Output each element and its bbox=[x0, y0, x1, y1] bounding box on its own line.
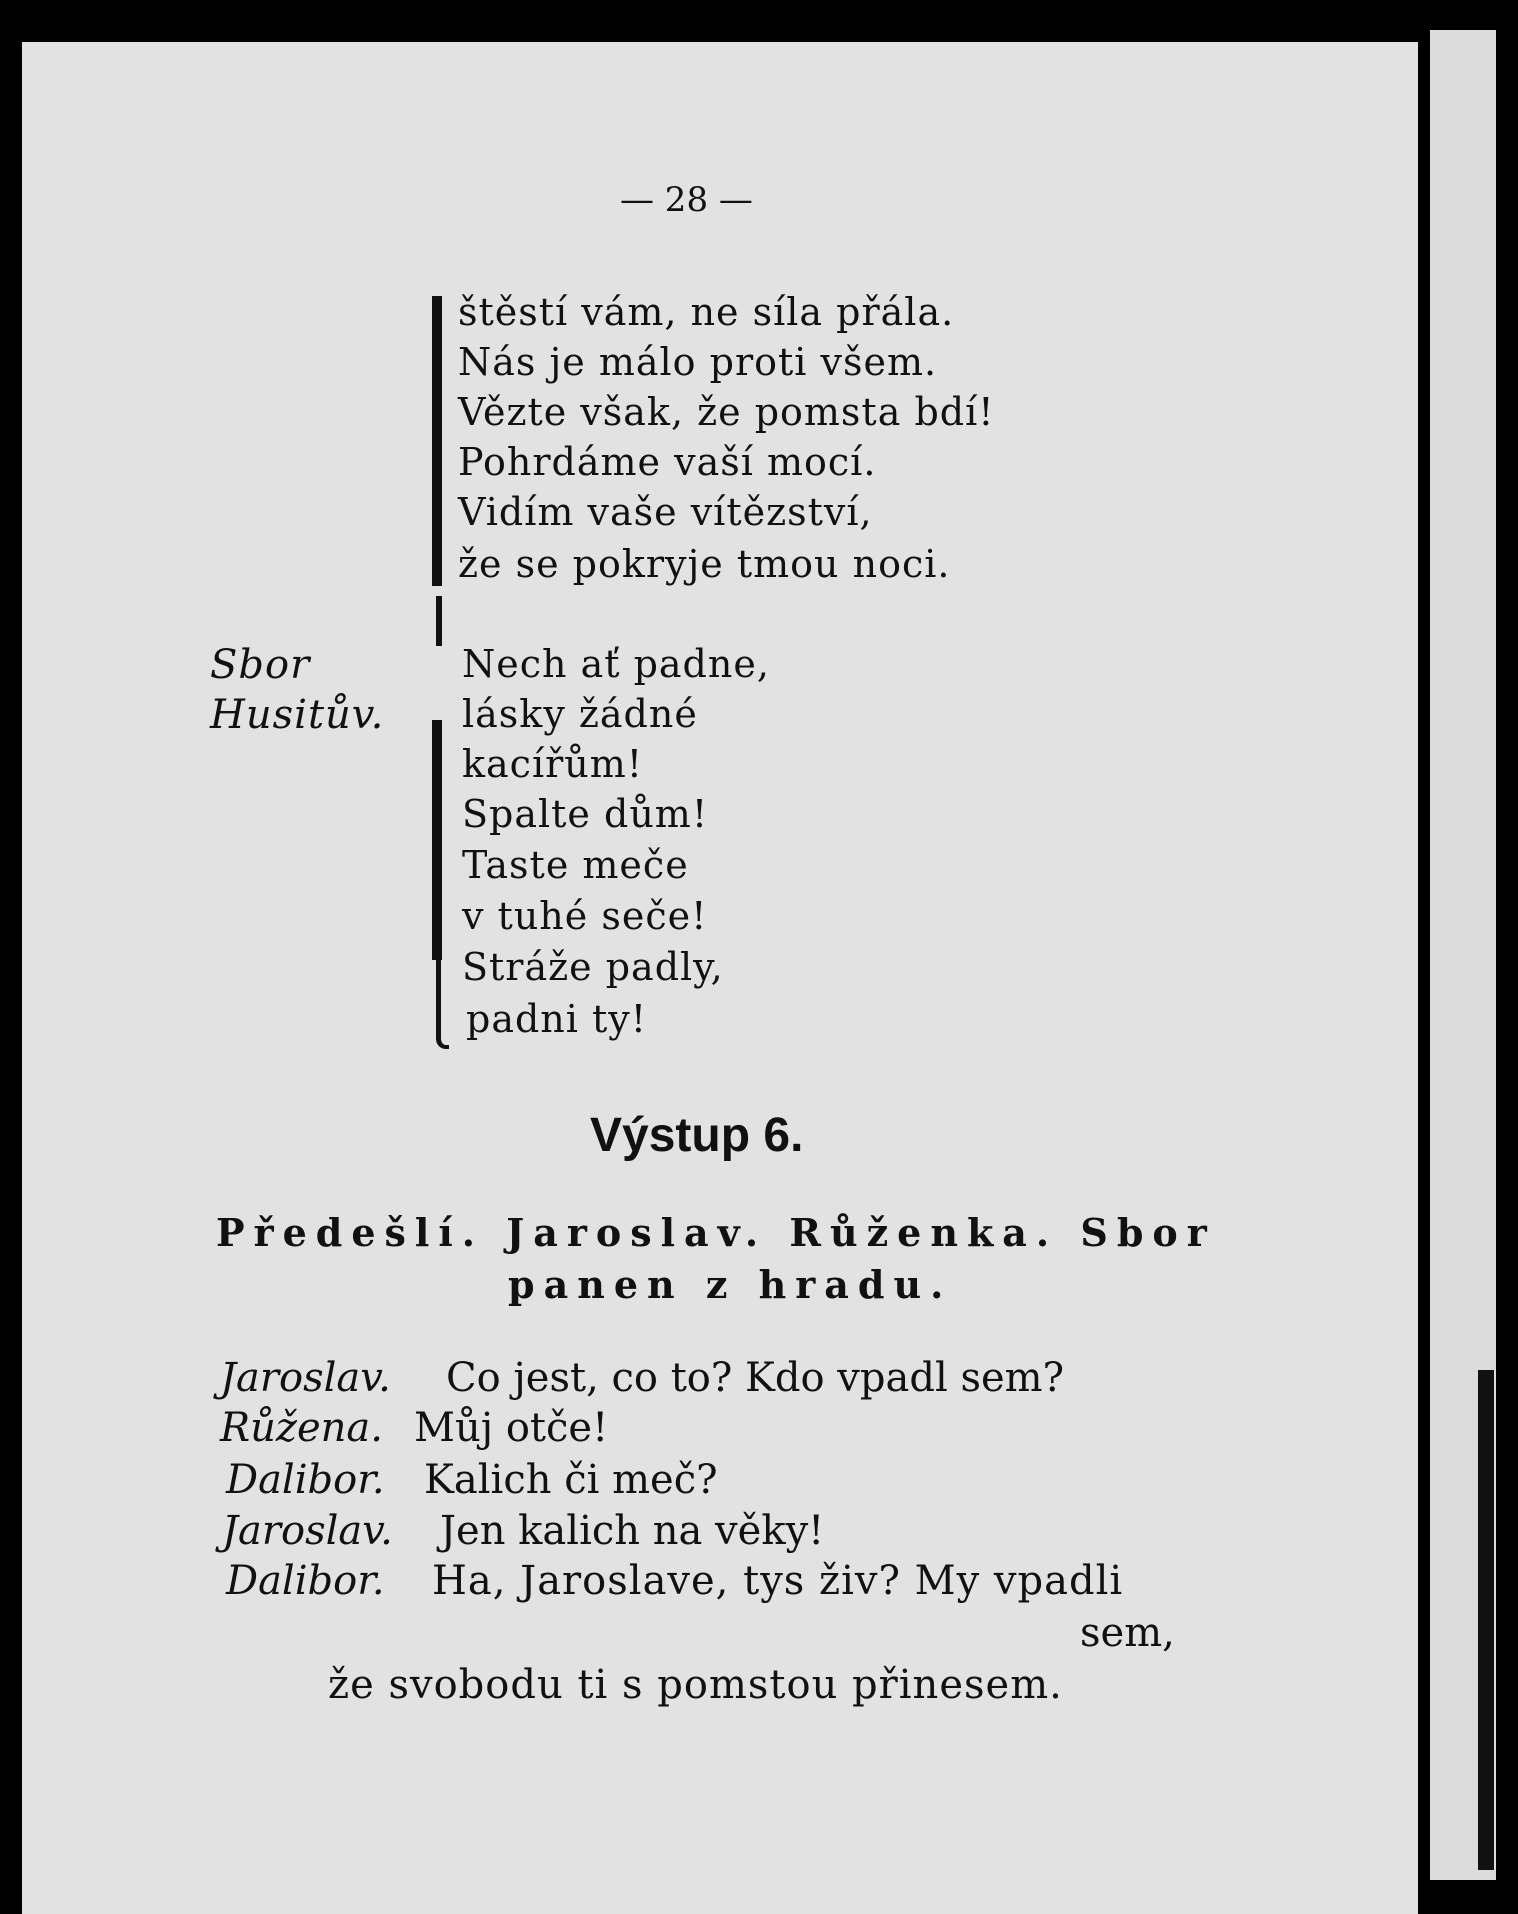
speaker-name: Dalibor. bbox=[226, 1457, 385, 1503]
verse-bracket-bar bbox=[436, 596, 442, 646]
verse-bracket-bar bbox=[432, 720, 442, 960]
chorus-line: Spalte dům! bbox=[462, 792, 709, 836]
stage-direction: Předešlí. Jaroslav. Růženka. Sbor bbox=[216, 1210, 1216, 1255]
dialogue-line: Ha, Jaroslave, tys živ? My vpadli bbox=[432, 1558, 1124, 1604]
speaker-name: Jaroslav. bbox=[222, 1508, 393, 1554]
scene-heading: Výstup 6. bbox=[590, 1109, 804, 1162]
verse-line: Pohrdáme vaší mocí. bbox=[458, 440, 877, 484]
verse-bracket-bar bbox=[432, 296, 442, 586]
chorus-line: Taste meče bbox=[462, 843, 689, 887]
speaker-name: Dalibor. bbox=[226, 1558, 385, 1604]
chorus-line: Stráže padly, bbox=[462, 945, 724, 989]
next-page-rule bbox=[1478, 1370, 1494, 1870]
chorus-speaker: Husitův. bbox=[210, 692, 385, 738]
dialogue-line: Jen kalich na věky! bbox=[440, 1508, 825, 1554]
chorus-line: padni ty! bbox=[466, 997, 648, 1041]
verse-line: Vidím vaše vítězství, bbox=[458, 490, 873, 534]
dialogue-line: sem, bbox=[1080, 1610, 1175, 1656]
dialogue-line: Co jest, co to? Kdo vpadl sem? bbox=[446, 1355, 1065, 1401]
speaker-name: Růžena. bbox=[220, 1405, 383, 1451]
chorus-line: lásky žádné bbox=[462, 692, 698, 736]
speaker-name: Jaroslav. bbox=[220, 1355, 391, 1401]
dialogue-line: Kalich či meč? bbox=[424, 1457, 718, 1503]
chorus-line: kacířům! bbox=[462, 742, 644, 786]
next-page-edge bbox=[1418, 0, 1518, 1914]
verse-line: štěstí vám, ne síla přála. bbox=[458, 290, 955, 334]
stage-direction: panen z hradu. bbox=[508, 1262, 953, 1307]
verse-line: Vězte však, že pomsta bdí! bbox=[458, 390, 995, 434]
verse-line: že se pokryje tmou noci. bbox=[458, 542, 951, 586]
chorus-speaker: Sbor bbox=[210, 642, 311, 688]
chorus-line: v tuhé seče! bbox=[462, 894, 708, 938]
chorus-line: Nech ať padne, bbox=[462, 642, 770, 686]
verse-bracket-tail bbox=[436, 960, 449, 1049]
dialogue-line: že svobodu ti s pomstou přinesem. bbox=[328, 1662, 1063, 1708]
verse-line: Nás je málo proti všem. bbox=[458, 340, 938, 384]
dialogue-line: Můj otče! bbox=[414, 1405, 609, 1451]
page-number: — 28 — bbox=[620, 180, 753, 220]
